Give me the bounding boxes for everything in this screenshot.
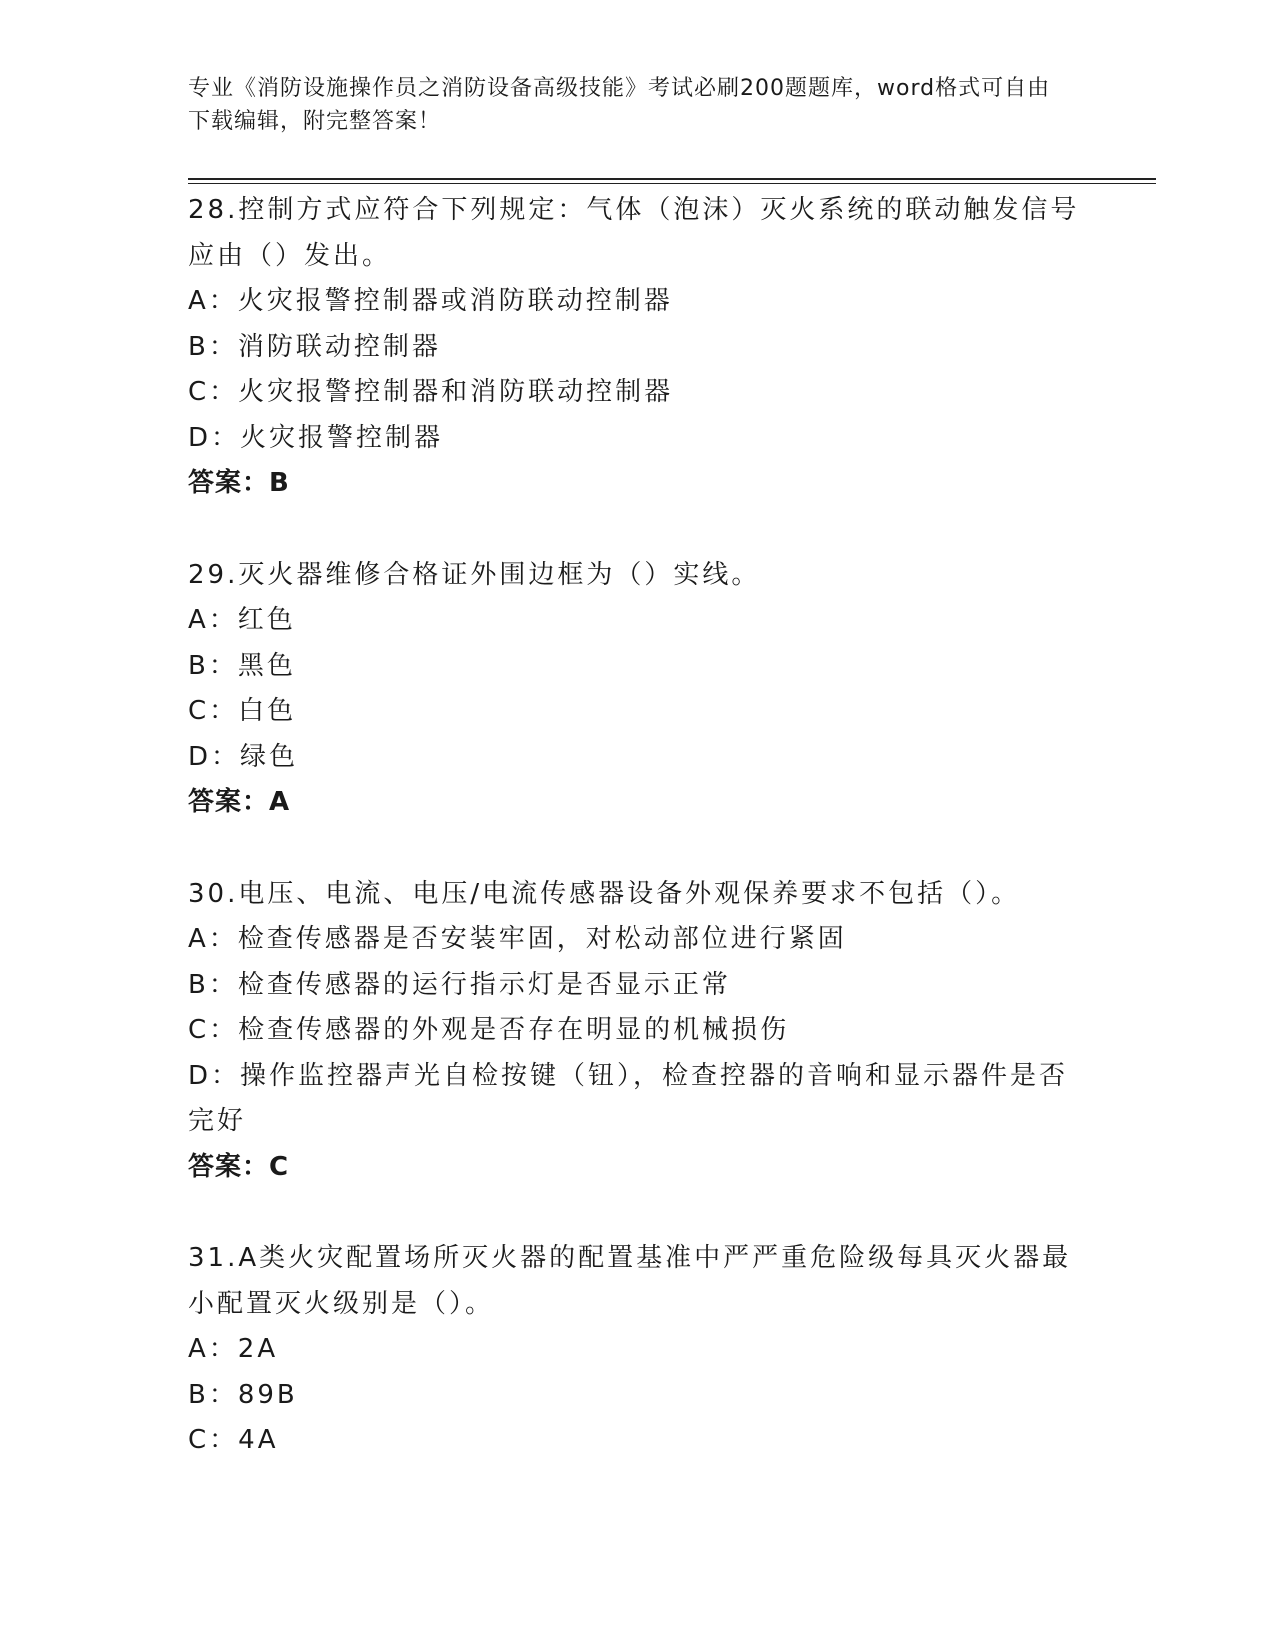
option-d: D：火灾报警控制器 — [188, 422, 444, 453]
option-b: B：黑色 — [188, 650, 296, 681]
answer: 答案：A — [188, 787, 291, 817]
option-a: A：红色 — [188, 605, 296, 635]
question-30 — [188, 872, 1088, 1191]
option-c: C：检查传感器的外观是否存在明显的机械损伤 — [188, 1015, 790, 1045]
answer: 答案：B — [188, 468, 290, 498]
option-a: A：火灾报警控制器或消防联动控制器 — [188, 286, 673, 316]
option-b: B：89B — [188, 1379, 298, 1410]
header-rule-thick — [188, 178, 1156, 180]
question-28 — [188, 188, 1088, 507]
option-b: B：消防联动控制器 — [188, 331, 441, 362]
question-31 — [188, 1236, 1088, 1464]
question-29 — [188, 553, 1088, 826]
question-stem: 31.A类火灾配置场所灭火器的配置基准中严严重危险级每具灭火器最小配置灭火级别是（）。 — [188, 1243, 1072, 1319]
question-stem: 30.电压、电流、电压/电流传感器设备外观保养要求不包括（）。 — [188, 878, 1021, 909]
option-c: C：白色 — [188, 696, 297, 726]
header-rule-thin — [188, 183, 1156, 184]
option-a: A：检查传感器是否安装牢固，对松动部位进行紧固 — [188, 924, 847, 954]
option-d: D：绿色 — [188, 741, 299, 772]
question-stem: 29.灭火器维修合格证外围边框为（）实线。 — [188, 559, 761, 590]
question-list — [188, 188, 1088, 1510]
option-c: C：4A — [188, 1425, 279, 1455]
document-header: 专业《消防设施操作员之消防设备高级技能》考试必刷200题题库，word格式可自由下载编辑，附完整答案！ — [188, 76, 1051, 134]
question-stem: 28.控制方式应符合下列规定：气体（泡沫）灭火系统的联动触发信号应由（）发出。 — [188, 195, 1080, 271]
option-b: B：检查传感器的运行指示灯是否显示正常 — [188, 969, 731, 1000]
option-d: D：操作监控器声光自检按键（钮），检查控器的音响和显示器件是否完好 — [188, 1060, 1069, 1136]
option-c: C：火灾报警控制器和消防联动控制器 — [188, 377, 674, 407]
option-a: A：2A — [188, 1334, 279, 1364]
answer: 答案：C — [188, 1151, 290, 1182]
